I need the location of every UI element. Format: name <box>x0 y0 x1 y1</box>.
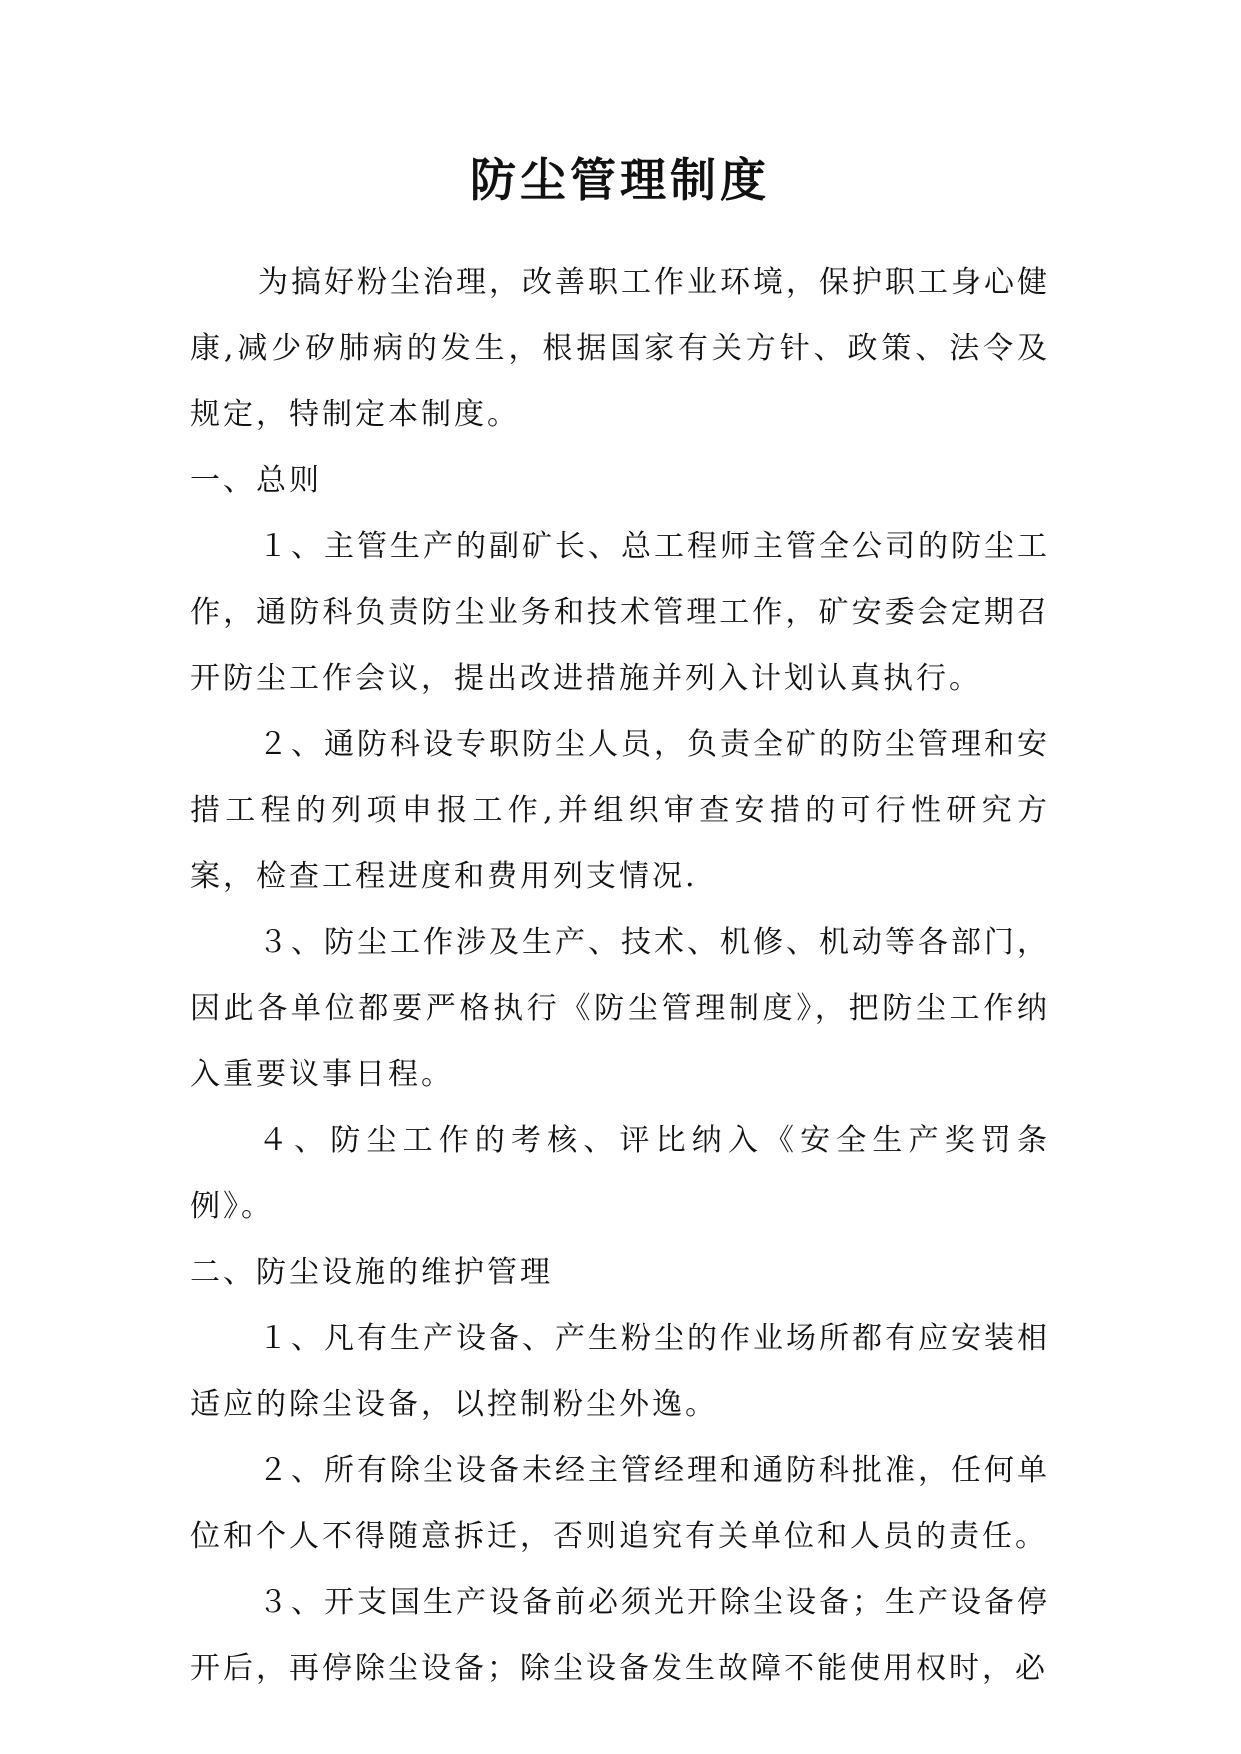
section2-item-1: １、凡有生产设备、产生粉尘的作业场所都有应安装相适应的除尘设备，以控制粉尘外逸。 <box>190 1321 1050 1422</box>
section1-item-1: １、主管生产的副矿长、总工程师主管全公司的防尘工作，通防科负责防尘业务和技术管理工作，矿安委会定期召开防尘工作会议，提出改进措施并列入计划认真执行。 <box>190 529 1050 696</box>
page-title: 防尘管理制度 <box>470 153 770 207</box>
intro-paragraph: 为搞好粉尘治理，改善职工作业环境，保护职工身心健康,减少矽肺病的发生，根据国家有关方针、政策、法令及规定，特制定本制度。 <box>190 265 1050 432</box>
section-heading-maintenance: 二、防尘设施的维护管理 <box>190 1255 553 1290</box>
section2-item-2: ２、所有除尘设备未经主管经理和通防科批准，任何单位和个人不得随意拆迁，否则追究有关单位和人员的责任。 <box>190 1453 1050 1554</box>
section1-item-3: ３、防尘工作涉及生产、技术、机修、机动等各部门，因此各单位都要严格执行《防尘管理制度》，把防尘工作纳入重要议事日程。 <box>190 925 1050 1092</box>
section1-item-2: ２、通防科设专职防尘人员，负责全矿的防尘管理和安措工程的列项申报工作,并组织审查安措的可行性研究方案，检查工程进度和费用列支情况. <box>190 727 1050 894</box>
document-body <box>190 250 1050 1702</box>
section1-item-4: ４、防尘工作的考核、评比纳入《安全生产奖罚条例》。 <box>190 1123 1050 1224</box>
section2-item-3: ３、开支国生产设备前必须光开除尘设备；生产设备停开后，再停除尘设备；除尘设备发生故障不能使用权时，必 <box>190 1585 1050 1686</box>
section-heading-general: 一、总则 <box>190 463 322 498</box>
document-page <box>190 0 1050 1754</box>
